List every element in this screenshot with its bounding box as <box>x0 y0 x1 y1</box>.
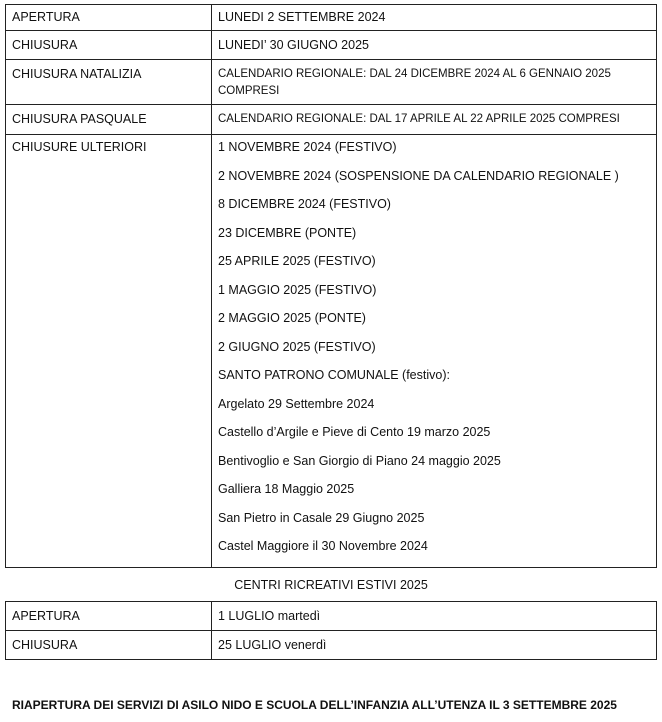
list-item: Castello d’Argile e Pieve di Cento 19 marzo 2025 <box>218 425 491 439</box>
list-item: 2 MAGGIO 2025 (PONTE) <box>218 311 366 325</box>
list-item: SANTO PATRONO COMUNALE (festivo): <box>218 368 450 382</box>
reopening-notice: RIAPERTURA DEI SERVIZI DI ASILO NIDO E SCUOLA DELL’INFANZIA ALL’UTENZA IL 3 SETTEMBRE 2025 <box>12 698 617 712</box>
row-label-chiusura-pasquale: CHIUSURA PASQUALE <box>6 105 212 135</box>
table-row <box>6 31 657 60</box>
row-label-apertura-estivi: APERTURA <box>6 602 212 631</box>
row-label-apertura: APERTURA <box>6 5 212 31</box>
list-item: 25 APRILE 2025 (FESTIVO) <box>218 254 376 268</box>
table-row <box>6 631 657 660</box>
row-value-chiusura: LUNEDI’ 30 GIUGNO 2025 <box>212 31 657 60</box>
list-item: Galliera 18 Maggio 2025 <box>218 482 355 496</box>
row-label-chiusura-natalizia: CHIUSURA NATALIZIA <box>6 60 212 105</box>
centri-estivi-title: CENTRI RICREATIVI ESTIVI 2025 <box>234 578 428 592</box>
natalizia-line-2: COMPRESI <box>218 85 280 97</box>
table-row <box>6 602 657 631</box>
list-item: Castel Maggiore il 30 Novembre 2024 <box>218 539 428 553</box>
table-row <box>6 60 657 105</box>
list-item: San Pietro in Casale 29 Giugno 2025 <box>218 510 425 525</box>
table-row <box>6 5 657 31</box>
calendar-table <box>5 4 657 568</box>
row-value-apertura-estivi: 1 LUGLIO martedì <box>212 602 657 631</box>
list-item: 2 GIUGNO 2025 (FESTIVO) <box>218 339 376 354</box>
table-row <box>6 135 657 568</box>
list-item: 1 MAGGIO 2025 (FESTIVO) <box>218 282 377 297</box>
list-item: 23 DICEMBRE (PONTE) <box>218 225 357 240</box>
list-item: Bentivoglio e San Giorgio di Piano 24 maggio 2025 <box>218 453 501 468</box>
row-value-chiusure-ulteriori <box>212 135 657 568</box>
list-item: 8 DICEMBRE 2024 (FESTIVO) <box>218 197 391 211</box>
list-item: 1 NOVEMBRE 2024 (FESTIVO) <box>218 140 397 154</box>
table-row <box>6 105 657 135</box>
list-item: Argelato 29 Settembre 2024 <box>218 396 375 411</box>
row-value-apertura: LUNEDI 2 SETTEMBRE 2024 <box>212 5 657 31</box>
centri-estivi-table <box>5 601 657 660</box>
row-value-chiusura-natalizia <box>212 60 657 105</box>
row-label-chiusura-estivi: CHIUSURA <box>6 631 212 660</box>
row-label-chiusura: CHIUSURA <box>6 31 212 60</box>
list-item: 2 NOVEMBRE 2024 (SOSPENSIONE DA CALENDARIO REGIONALE ) <box>218 168 619 183</box>
row-value-chiusura-pasquale: CALENDARIO REGIONALE: DAL 17 APRILE AL 22 APRILE 2025 COMPRESI <box>212 105 657 135</box>
natalizia-line-1: CALENDARIO REGIONALE: DAL 24 DICEMBRE 2024 AL 6 GENNAIO 2025 <box>218 68 611 80</box>
row-value-chiusura-estivi: 25 LUGLIO venerdì <box>212 631 657 660</box>
row-label-chiusure-ulteriori: CHIUSURE ULTERIORI <box>6 135 212 568</box>
closure-date-list <box>218 139 656 567</box>
